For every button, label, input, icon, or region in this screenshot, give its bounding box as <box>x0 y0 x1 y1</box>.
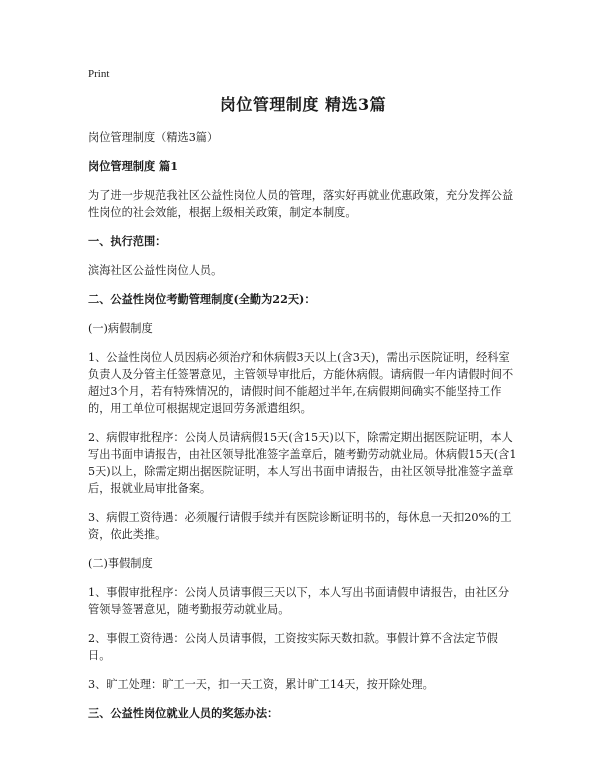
intro-paragraph: 为了进一步规范我社区公益性岗位人员的管理，落实好再就业优惠政策，充分发挥公益性岗位的社会效能，根据上级相关政策，制定本制度。 <box>88 189 514 219</box>
section1-heading: 一、执行范围： <box>88 234 167 248</box>
sick-leave-item-3: 3、病假工资待遇：必须履行请假手续并有医院诊断证明书的，每休息一天扣20%的工资，依此类推。 <box>88 511 512 541</box>
sick-leave-item-2: 2、病假审批程序：公岗人员请病假15天(含15天)以下，除需定期出据医院证明，本人写出书面申请报告，由社区领导批准签字盖章后，随考勤劳动就业局。休病假15天(含15天)以上，除需定期出据医院证明，本人写出书面申请报告，由社区领导批准签字盖章后，报就业局审批备案。 <box>88 431 517 495</box>
sick-leave-heading: (一)病假制度 <box>88 322 153 335</box>
personal-leave-heading: (二)事假制度 <box>88 557 153 570</box>
section3-heading: 三、公益性岗位就业人员的奖惩办法： <box>88 706 279 720</box>
section1-body: 滨海社区公益性岗位人员。 <box>88 264 223 277</box>
sick-leave-item-1: 1、公益性岗位人员因病必须治疗和休病假3天以上(含3天)，需出示医院证明，经科室负责人及分管主任签署意见，主管领导审批后，方能休病假。请病假一年内请假时间不超过3个月，若有特殊情况的，请假时间不能超过半年,在病假期间确实不能坚持工作的，用工单位可根据规定退回劳务派遣组织。 <box>88 351 514 415</box>
personal-leave-item-2: 2、事假工资待遇：公岗人员请事假，工资按实际天数扣款。事假计算不含法定节假日。 <box>88 632 498 662</box>
part1-heading: 岗位管理制度 篇1 <box>88 159 178 173</box>
personal-leave-item-3: 3、旷工处理：旷工一天，扣一天工资，累计旷工14天，按开除处理。 <box>88 678 434 691</box>
document-page <box>88 68 518 734</box>
personal-leave-item-1: 1、事假审批程序：公岗人员请事假三天以下，本人写出书面请假申请报告，由社区分管领导签署意见，随考勤报劳动就业局。 <box>88 586 510 616</box>
section2-heading: 二、公益性岗位考勤管理制度(全勤为22天)： <box>88 292 316 306</box>
print-label: Print <box>88 68 110 80</box>
document-title: 岗位管理制度 精选3篇 <box>219 95 387 114</box>
document-subtitle: 岗位管理制度（精选3篇） <box>88 131 219 144</box>
